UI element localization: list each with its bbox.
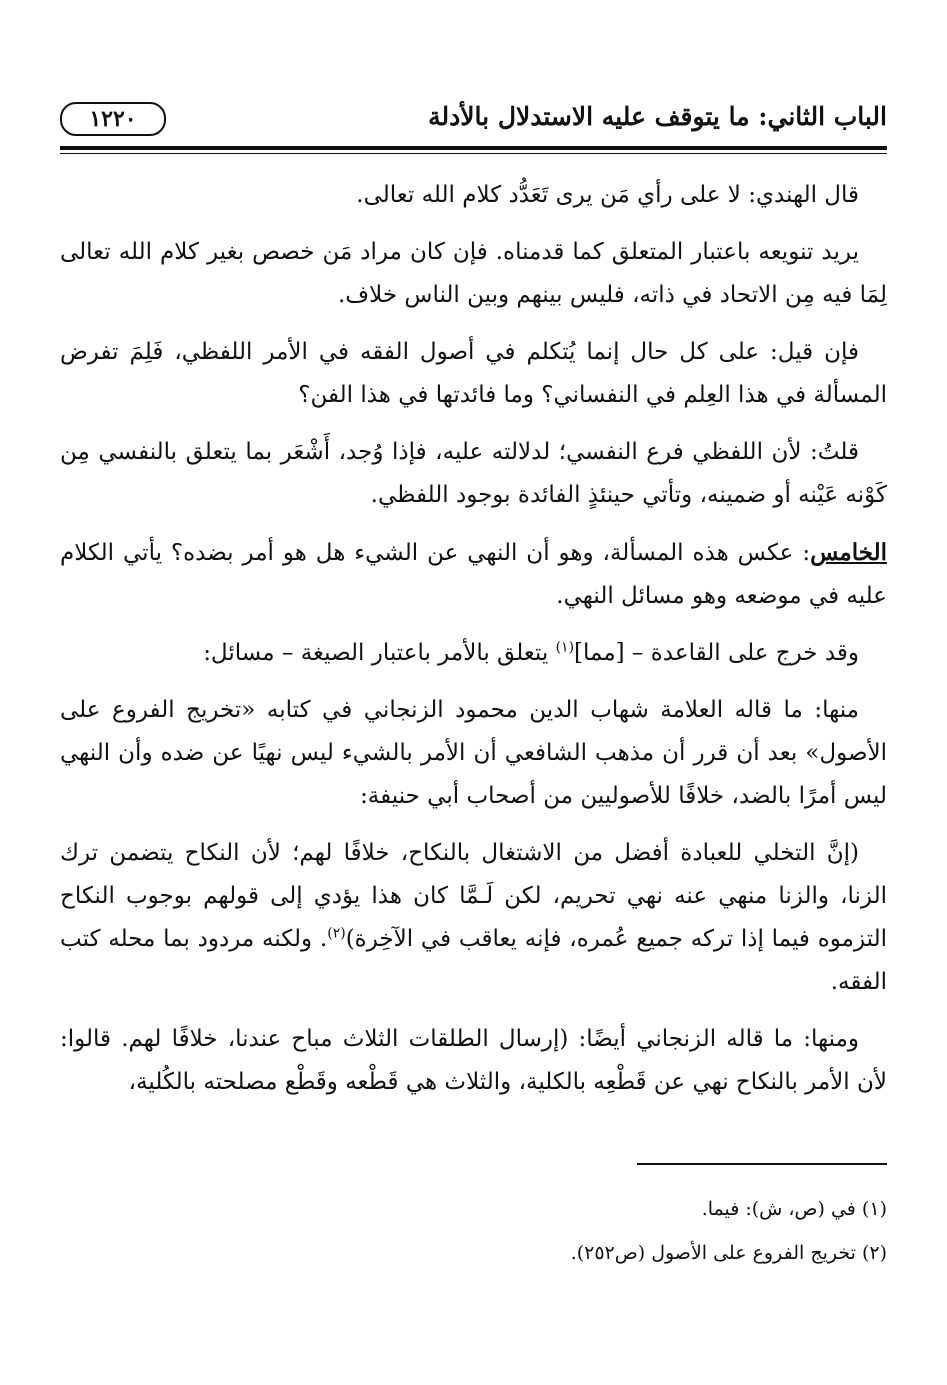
- paragraph-text: منها: ما قاله العلامة شهاب الدين محمود الزنجاني في كتابه «تخريج الفروع على الأصول» بعد أن قرر أن مذهب الشافعي أن الأمر بالشيء ليس نهيًا عن ضده وأن النهي ليس أمرًا بالضد، خلافًا للأصوليين من أصحاب أبي حنيفة:: [60, 697, 887, 809]
- paragraph-3: [60, 331, 887, 417]
- body-text: [60, 174, 887, 1118]
- paragraph-2: [60, 231, 887, 317]
- footnote-1: (١) في (ص، ش): فيما.: [701, 1198, 887, 1220]
- header-rule-thick: [60, 146, 887, 150]
- page-header: [60, 92, 887, 144]
- section-term: الخامس: [810, 539, 887, 566]
- paragraph-text-start: وقد خرج على القاعدة – [مما]: [574, 640, 859, 666]
- header-rule-thin: [60, 153, 887, 154]
- footnote-ref-2: (٢): [327, 925, 346, 942]
- paragraph-text-start: (إنَّ التخلي للعبادة أفضل من الاشتغال بالنكاح، خلافًا لهم؛ لأن النكاح يتضمن ترك الزنا، والزنا منهي عنه نهي تحريم، لكن لَـمَّا كان هذا يؤدي إلى قولهم بوجوب النكاح التزموه فيما إذا تركه جميع عُمره، فإنه يعاقب في الآخِرة): [60, 840, 887, 952]
- paragraph-4: [60, 431, 887, 517]
- footnote-separator: [637, 1163, 887, 1165]
- paragraph-text-end: . ولكنه مردود بما محله كتب الفقه.: [60, 926, 887, 995]
- paragraph-1: [60, 174, 887, 217]
- footnote-2: (٢) تخريج الفروع على الأصول (ص٢٥٢).: [570, 1242, 887, 1264]
- paragraph-6: [60, 632, 887, 675]
- paragraph-5: [60, 531, 887, 618]
- paragraph-text: يريد تنويعه باعتبار المتعلق كما قدمناه. فإن كان مراد مَن خصص بغير كلام الله تعالى لِمَا فيه مِن الاتحاد في ذاته، فليس بينهم وبين الناس خلاف.: [60, 239, 887, 308]
- paragraph-7: [60, 689, 887, 818]
- chapter-title: الباب الثاني: ما يتوقف عليه الاستدلال بالأدلة: [428, 102, 887, 131]
- paragraph-text: قال الهندي: لا على رأي مَن يرى تَعَدُّد كلام الله تعالى.: [356, 182, 859, 208]
- paragraph-text-end: يتعلق بالأمر باعتبار الصيغة – مسائل:: [203, 640, 556, 666]
- paragraph-9: [60, 1018, 887, 1104]
- paragraph-text: ومنها: ما قاله الزنجاني أيضًا: (إرسال الطلقات الثلاث مباح عندنا، خلافًا لهم. قالوا: لأن الأمر بالنكاح نهي عن قَطْعِه بالكلية، والثلاث هي قَطْعه وقَطْع مصلحته بالكُلية،: [60, 1026, 887, 1095]
- paragraph-text: : عكس هذه المسألة، وهو أن النهي عن الشيء هل هو أمر بضده؟ يأتي الكلام عليه في موضعه وهو مسائل النهي.: [60, 540, 887, 609]
- page-number: ١٢٢٠: [60, 102, 166, 136]
- paragraph-text: قلتُ: لأن اللفظي فرع النفسي؛ لدلالته عليه، فإذا وُجد، أَشْعَر بما يتعلق بالنفسي مِن كَوْنه عَيْنه أو ضمينه، وتأتي حينئذٍ الفائدة بوجود اللفظي.: [60, 439, 887, 508]
- footnote-ref-1: (١): [555, 639, 575, 656]
- paragraph-8: [60, 832, 887, 1004]
- footnotes: [60, 1190, 887, 1278]
- paragraph-text: فإن قيل: على كل حال إنما يُتكلم في أصول الفقه في الأمر اللفظي، فَلِمَ تفرض المسألة في هذا العِلم في النفساني؟ وما فائدتها في هذا الفن؟: [60, 339, 887, 408]
